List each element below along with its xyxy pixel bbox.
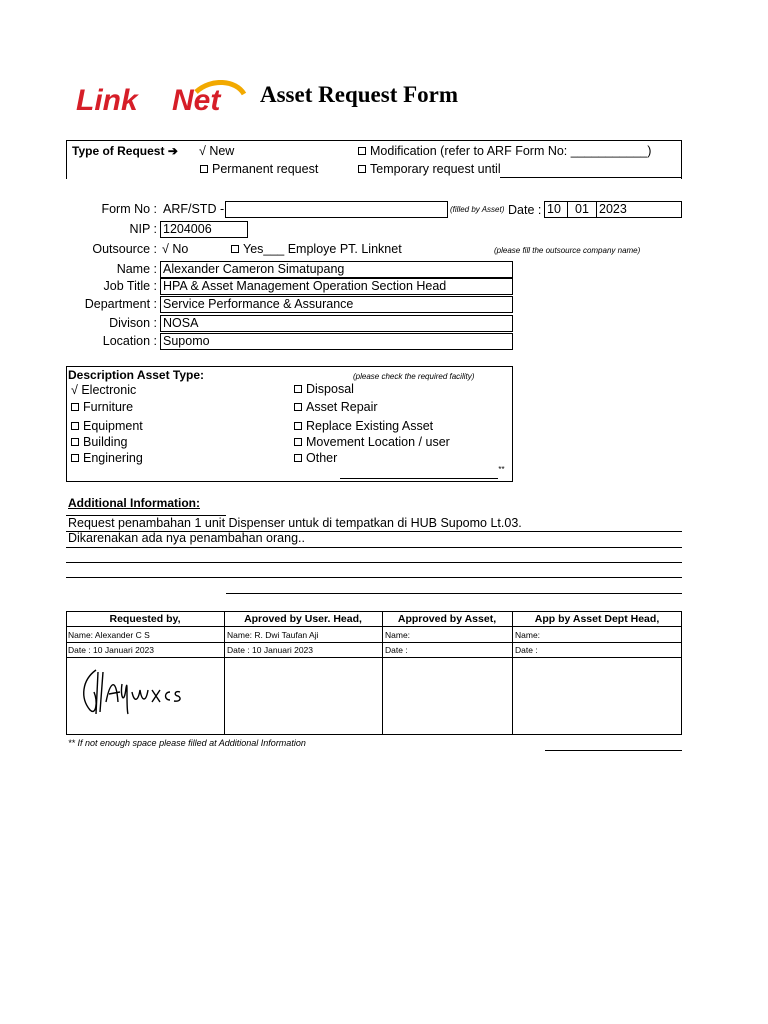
job-title-label: Job Title : xyxy=(103,279,157,293)
approval-header-dept-head: App by Asset Dept Head, xyxy=(534,613,660,625)
asset-electronic[interactable]: √ Electronic xyxy=(71,383,137,397)
form-no-input[interactable] xyxy=(225,201,448,218)
department-input[interactable]: Service Performance & Assurance xyxy=(160,296,513,313)
approval-date-rule xyxy=(66,657,682,658)
form-no-label: Form No : xyxy=(101,202,157,216)
other-checkbox[interactable] xyxy=(294,454,302,462)
department-label: Department : xyxy=(84,297,157,311)
modification-checkbox[interactable] xyxy=(358,147,366,155)
form-no-prefix: ARF/STD - xyxy=(163,202,225,216)
request-type-label: Type of Request ➔ xyxy=(72,144,178,158)
outsource-note: (please fill the outsource company name) xyxy=(494,246,641,255)
temporary-checkbox[interactable] xyxy=(358,165,366,173)
footnote: ** If not enough space please filled at Additional Information xyxy=(68,738,306,748)
disposal-checkbox[interactable] xyxy=(294,385,302,393)
logo-link-text: Link xyxy=(76,84,138,117)
movement-checkbox[interactable] xyxy=(294,438,302,446)
building-checkbox[interactable] xyxy=(71,438,79,446)
furniture-checkbox[interactable] xyxy=(71,403,79,411)
asset-movement[interactable]: Movement Location / user xyxy=(294,435,450,449)
asset-enginering[interactable]: Enginering xyxy=(71,451,143,465)
asset-type-title: Description Asset Type: xyxy=(68,368,205,382)
approval-header-requested: Requested by, xyxy=(109,613,181,625)
additional-line-2: Dikarenakan ada nya penambahan orang.. xyxy=(68,531,305,545)
asset-repair[interactable]: Asset Repair xyxy=(294,400,378,414)
asset-stars: ** xyxy=(498,465,505,474)
approval-date-requested: Date : 10 Januari 2023 xyxy=(68,645,155,655)
outsource-yes-option[interactable]: Yes___ Employe PT. Linknet xyxy=(231,242,402,256)
footer-rule xyxy=(545,750,682,751)
approval-date-dept-head: Date : xyxy=(515,645,538,655)
asset-disposal[interactable]: Disposal xyxy=(294,382,354,396)
additional-rule-2 xyxy=(66,547,682,548)
date-year-field[interactable]: 2023 xyxy=(596,201,682,218)
permanent-checkbox[interactable] xyxy=(200,165,208,173)
nip-label: NIP : xyxy=(129,222,157,236)
name-label: Name : xyxy=(116,262,157,276)
additional-line-1: Request penambahan 1 unit Dispenser untuk di tempatkan di HUB Supomo Lt.03. xyxy=(68,516,522,530)
request-new-option[interactable]: √ New xyxy=(199,144,235,158)
temporary-date-line xyxy=(500,177,682,178)
nip-input[interactable]: 1204006 xyxy=(160,221,248,238)
outsource-label: Outsource : xyxy=(92,242,157,256)
approval-name-dept-head: Name: xyxy=(515,630,541,640)
location-label: Location : xyxy=(102,334,157,348)
asset-replace[interactable]: Replace Existing Asset xyxy=(294,419,433,433)
approval-divider-1 xyxy=(224,611,225,735)
requester-signature xyxy=(76,662,186,722)
page-title: Asset Request Form xyxy=(260,82,459,107)
asset-other[interactable]: Other xyxy=(294,451,337,465)
approval-name-asset: Name: xyxy=(385,630,411,640)
approval-name-rule xyxy=(66,642,682,643)
approval-header-rule xyxy=(66,626,682,627)
name-input[interactable]: Alexander Cameron Simatupang xyxy=(160,261,513,278)
division-input[interactable]: NOSA xyxy=(160,315,513,332)
approval-name-requested: Name: Alexander C S xyxy=(68,630,150,640)
additional-rule-5 xyxy=(226,593,682,594)
asset-furniture[interactable]: Furniture xyxy=(71,400,133,414)
logo-net-text: Net xyxy=(172,84,221,117)
outsource-no-option[interactable]: √ No xyxy=(162,242,189,256)
approval-header-user-head: Aproved by User. Head, xyxy=(244,613,362,625)
additional-title: Additional Information: xyxy=(68,496,200,510)
approval-date-asset: Date : xyxy=(385,645,408,655)
outsource-yes-checkbox[interactable] xyxy=(231,245,239,253)
approval-header-asset: Approved by Asset, xyxy=(397,613,497,625)
equipment-checkbox[interactable] xyxy=(71,422,79,430)
date-month-field[interactable]: 01 xyxy=(567,201,597,218)
asset-type-note: (please check the required facility) xyxy=(353,372,475,381)
enginering-checkbox[interactable] xyxy=(71,454,79,462)
job-title-input[interactable]: HPA & Asset Management Operation Section Head xyxy=(160,278,513,295)
date-label: Date : xyxy=(508,203,542,217)
approval-divider-3 xyxy=(512,611,513,735)
approval-divider-2 xyxy=(382,611,383,735)
filled-by-asset-note: (filled by Asset) xyxy=(450,205,505,214)
replace-checkbox[interactable] xyxy=(294,422,302,430)
additional-rule-4 xyxy=(66,577,682,578)
division-label: Divison : xyxy=(109,316,157,330)
location-input[interactable]: Supomo xyxy=(160,333,513,350)
approval-date-user-head: Date : 10 Januari 2023 xyxy=(227,645,314,655)
request-permanent-option[interactable]: Permanent request xyxy=(200,162,318,176)
other-specify-line xyxy=(340,478,498,479)
request-modification-option[interactable]: Modification (refer to ARF Form No: ___________) xyxy=(358,144,651,158)
request-temporary-option[interactable]: Temporary request until xyxy=(358,162,501,176)
additional-rule-3 xyxy=(66,562,682,563)
approval-name-user-head: Name: R. Dwi Taufan Aji xyxy=(227,630,319,640)
asset-building[interactable]: Building xyxy=(71,435,127,449)
asset-equipment[interactable]: Equipment xyxy=(71,419,143,433)
date-day-field[interactable]: 10 xyxy=(544,201,568,218)
repair-checkbox[interactable] xyxy=(294,403,302,411)
